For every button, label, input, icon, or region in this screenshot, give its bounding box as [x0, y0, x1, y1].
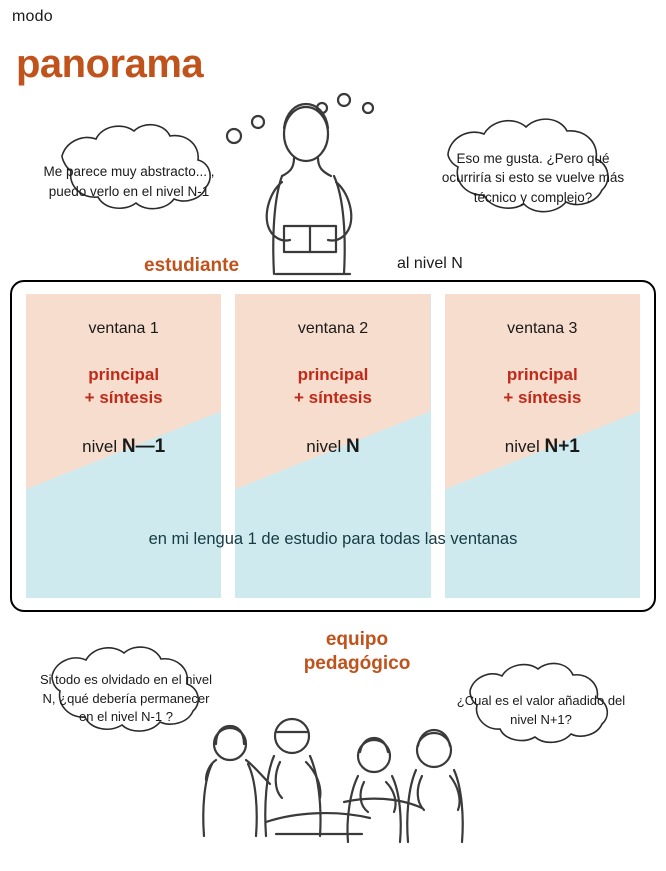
student-bubble-left: [24, 122, 234, 242]
window-title: ventana 2: [297, 320, 369, 337]
window-main-label: [235, 364, 430, 410]
student-bubble-left-text: Me parece muy abstracto... , puedo verlo en el nivel N-1: [43, 164, 215, 199]
window-main-line1: principal: [88, 365, 160, 384]
window-level: [445, 436, 640, 458]
window-main-label: [445, 364, 640, 410]
window-card-2[interactable]: [235, 294, 430, 598]
student-bubble-right-text: Eso me gusta. ¿Pero qué ocurriría si esto se vuelve más técnico y complejo?: [441, 150, 625, 205]
window-title: ventana 3: [507, 320, 578, 337]
window-main-line1: principal: [297, 365, 369, 384]
team-bubble-right-text: ¿Cual es el valor añadido del nivel N+1?: [456, 693, 626, 727]
panel-footer-text: en mi lengua 1 de estudio para todas las ventanas: [148, 530, 518, 548]
window-level-prefix: nivel: [306, 436, 346, 456]
student-bubble-right: [418, 108, 648, 248]
window-level-value: N+1: [544, 435, 580, 457]
window-level: [26, 436, 221, 458]
student-level-note: al nivel N: [397, 255, 463, 272]
window-level-value: N—1: [121, 435, 166, 457]
student-figure-icon: [222, 86, 402, 291]
role-label-team-line2: pedagógico: [303, 652, 411, 674]
window-title: ventana 1: [88, 320, 159, 337]
windows-row: [26, 294, 640, 598]
window-main-label: [26, 364, 221, 410]
mode-label: modo: [12, 8, 53, 25]
window-level-prefix: nivel: [504, 436, 545, 456]
window-main-line2: + síntesis: [84, 387, 163, 407]
window-level-value: N: [345, 435, 360, 457]
window-main-line2: + síntesis: [294, 387, 372, 407]
page-title: panorama: [16, 42, 204, 86]
team-meeting-figure-icon: [168, 706, 498, 866]
role-label-team-line1: equipo: [325, 629, 389, 650]
window-main-line1: principal: [506, 365, 578, 384]
window-level-prefix: nivel: [82, 436, 122, 456]
window-main-line2: + síntesis: [503, 387, 582, 407]
team-bubble-left-text: Si todo es olvidado en el nivel N, ¿qué debería permanecer en el nivel N-1 ?: [39, 671, 212, 725]
window-level: [235, 436, 430, 458]
role-label-student: estudiante: [144, 255, 240, 276]
window-card-3[interactable]: [445, 294, 640, 598]
window-card-1[interactable]: [26, 294, 221, 598]
role-label-team: [292, 628, 422, 676]
windows-panel: [10, 280, 656, 612]
